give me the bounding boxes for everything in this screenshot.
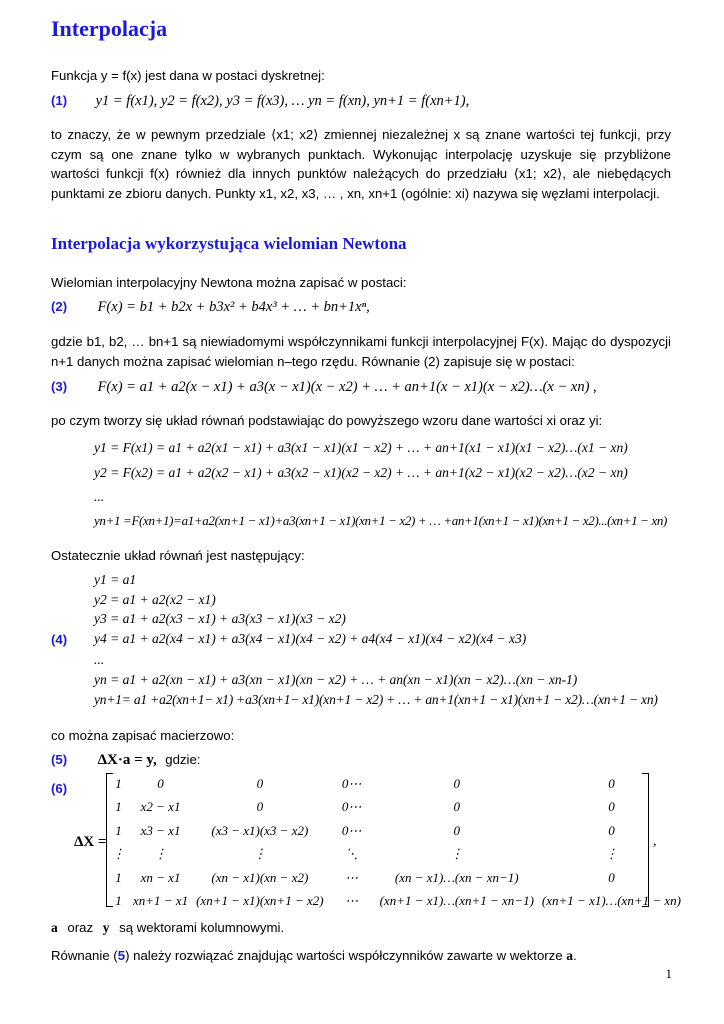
system-2-row: ... [94, 652, 105, 667]
last-paragraph-mid: ) należy rozwiązać znajdując wartości współczynników zawarte w wektorze [125, 948, 567, 963]
matrix-cell: ⋯ [345, 893, 359, 909]
matrix-cell: 0 [608, 799, 615, 815]
paragraph-3: po czym tworzy się układ równań podstawiając do powyższego wzoru dane wartości xi oraz yi: [51, 413, 603, 428]
page-title: Interpolacja [51, 16, 168, 41]
vector-a-symbol: a [51, 920, 58, 935]
equation-5-body: ΔX·a = y, [97, 752, 157, 768]
vectors-text: są wektorami kolumnowymi. [119, 920, 285, 935]
matrix-cell: ⋱ [345, 846, 359, 862]
matrix-cell: ⋮ [450, 846, 464, 862]
matrix-cell: x3 − x1 [140, 822, 181, 838]
system-1-row: y2 = F(x2) = a1 + a2(x2 − x1) + a3(x2 − x1)(x2 − x2) + … + an+1(x2 − x1)(x2 − x2)…(x2 − xn) [94, 465, 628, 480]
system-1-row: yn+1 =F(xn+1)=a1+a2(xn+1 − x1)+a3(xn+1 − x1)(xn+1 − x2) + … +an+1(xn+1 − x1)(xn+1 − x2)...(xn+1 − xn) [94, 513, 668, 528]
newton-intro: Wielomian interpolacyjny Newtona można zapisać w postaci: [51, 275, 407, 290]
matrix-cell: x2 − x1 [140, 799, 181, 815]
matrix-cell: (xn − x1)…(xn − xn−1) [394, 869, 519, 885]
system-2-row: yn+1= a1 +a2(xn+1− x1) +a3(xn+1− x1)(xn+1 − x2) + … + an+1(xn+1 − x1)(xn+1 − x2)…(xn+1 − xn) [94, 692, 658, 707]
matrix-row [108, 819, 685, 843]
equation-3 [51, 378, 597, 396]
equation-5-label: (5) [51, 752, 68, 767]
matrix-cell: ⋯ [345, 869, 359, 885]
matrix-cell: 0 [256, 775, 264, 791]
equation-6-label-line [51, 780, 67, 798]
paragraph-2: gdzie b1, b2, … bn+1 są niewiadomymi współczynnikami funkcji interpolacyjnej F(x). Mając do dyspozycji n+1 danych można zapisać wielomian n–tego rzędu. Równanie (2) zapisuje się w postaci: [51, 334, 671, 369]
last-paragraph-end: . [573, 948, 577, 963]
system-2-row: yn = a1 + a2(xn − x1) + a3(xn − x1)(xn − x2) + … + an(xn − x1)(xn − x2)…(xn − xn-1) [94, 672, 578, 687]
matrix-table [108, 772, 685, 913]
vectors-note [51, 918, 284, 938]
system-2-row: y4 = a1 + a2(x4 − x1) + a3(x4 − x1)(x4 − x2) + a4(x4 − x1)(x4 − x2)(x4 − x3) [94, 631, 527, 646]
paragraph-1: to znaczy, że w pewnym przedziale ⟨x1; x2⟩ zmiennej niezależnej x są znane wartości tej funkcji, przy czym są one znane tylko w wybranych punktach. Wykonując interpolację uzyskuje się przybliżone wartości funkcji f(x) również dla innych punktów należących do przedziału ⟨x1; x2⟩, ale niebędących punktami ze zbioru danych. Punkty x1, x2, x3, … , xn, xn+1 (ogólnie: xi) nazywa się węzłami interpolacji. [51, 127, 671, 201]
matrix-row [108, 843, 685, 867]
equation-2-body: F(x) = b1 + b2x + b3x² + b4x³ + … + bn+1xⁿ, [97, 299, 370, 315]
matrix-delta-x [108, 772, 685, 913]
matrix-cell: (xn+1 − x1)(xn+1 − x2) [196, 893, 324, 909]
last-paragraph-prefix: Równanie ( [51, 948, 118, 963]
system-2-row: y1 = a1 [94, 572, 137, 587]
matrix-cell: 1 [115, 775, 122, 791]
matrix-cell: (xn+1 − x1)…(xn+1 − xn) [541, 893, 681, 909]
matrix-row [108, 796, 685, 820]
matrix-cell: 0⋯ [341, 799, 362, 815]
system-2-row: y3 = a1 + a2(x3 − x1) + a3(x3 − x1)(x3 − x2) [94, 611, 346, 626]
matrix-cell: 0 [157, 775, 164, 791]
matrix-cell: 1 [115, 822, 122, 838]
matrix-cell: (x3 − x1)(x3 − x2) [211, 822, 309, 838]
matrix-cell: ⋮ [112, 846, 125, 862]
matrix-cell: 0 [453, 775, 460, 791]
matrix-row [108, 890, 685, 914]
last-paragraph-ref: 5 [117, 948, 126, 963]
equation-6-label: (6) [51, 781, 68, 796]
matrix-cell: 1 [115, 893, 122, 909]
matrix-cell: 1 [115, 869, 122, 885]
equation-4-label: (4) [51, 632, 68, 647]
matrix-cell: 0⋯ [341, 775, 362, 791]
matrix-cell: (xn − x1)(xn − x2) [211, 869, 309, 885]
last-paragraph-vector: a [566, 948, 574, 963]
matrix-cell: 0 [608, 822, 615, 838]
matrix-cell: (xn+1 − x1)…(xn+1 − xn−1) [379, 893, 534, 909]
matrix-cell: 0 [453, 799, 460, 815]
intro-text: Funkcja y = f(x) jest dana w postaci dyskretnej: [51, 68, 325, 83]
matrix-intro: co można zapisać macierzowo: [51, 728, 235, 743]
matrix-row [108, 772, 685, 796]
matrix-cell: ⋮ [604, 846, 618, 862]
page-number: 1 [665, 966, 672, 981]
equation-1-label: (1) [51, 93, 68, 108]
equation-1-body: y1 = f(x1), y2 = f(x2), y3 = f(x3), … yn = f(xn), yn+1 = f(xn+1), [95, 93, 470, 109]
matrix-cell: 0 [608, 869, 615, 885]
system-2-row: y2 = a1 + a2(x2 − x1) [94, 592, 216, 607]
matrix-cell: 0 [453, 822, 460, 838]
vector-y-symbol: y [102, 920, 110, 935]
equation-1 [51, 92, 469, 110]
matrix-cell: 0⋯ [341, 822, 362, 838]
equation-3-label: (3) [51, 379, 68, 394]
last-paragraph [51, 946, 577, 966]
matrix-lhs: ΔX = [74, 834, 107, 850]
system-1-row: y1 = F(x1) = a1 + a2(x1 − x1) + a3(x1 − x1)(x1 − x2) + … + an+1(x1 − x1)(x1 − x2)…(x1 − xn) [94, 440, 628, 455]
system-1-row: ... [94, 489, 105, 504]
matrix-cell: 0 [608, 775, 615, 791]
equation-5-suffix: gdzie: [165, 752, 201, 767]
final-system-intro: Ostatecznie układ równań jest następujący: [51, 548, 305, 563]
matrix-comma: , [653, 834, 657, 849]
matrix-cell: 1 [115, 799, 122, 815]
equation-2-label: (2) [51, 299, 68, 314]
equation-2 [51, 298, 370, 316]
equation-3-body: F(x) = a1 + a2(x − x1) + a3(x − x1)(x − x2) + … + an+1(x − x1)(x − x2)…(x − xn) , [97, 379, 597, 395]
matrix-cell: 0 [256, 799, 264, 815]
matrix-cell: xn+1 − x1 [133, 893, 189, 909]
equation-4-label-line [51, 631, 67, 649]
vectors-mid-word: oraz [67, 920, 94, 935]
section-title: Interpolacja wykorzystująca wielomian Newtona [51, 234, 407, 253]
equation-5 [51, 750, 200, 770]
matrix-row [108, 866, 685, 890]
matrix-cell: xn − x1 [140, 869, 181, 885]
matrix-cell: ⋮ [253, 846, 267, 862]
matrix-cell: ⋮ [154, 846, 168, 862]
